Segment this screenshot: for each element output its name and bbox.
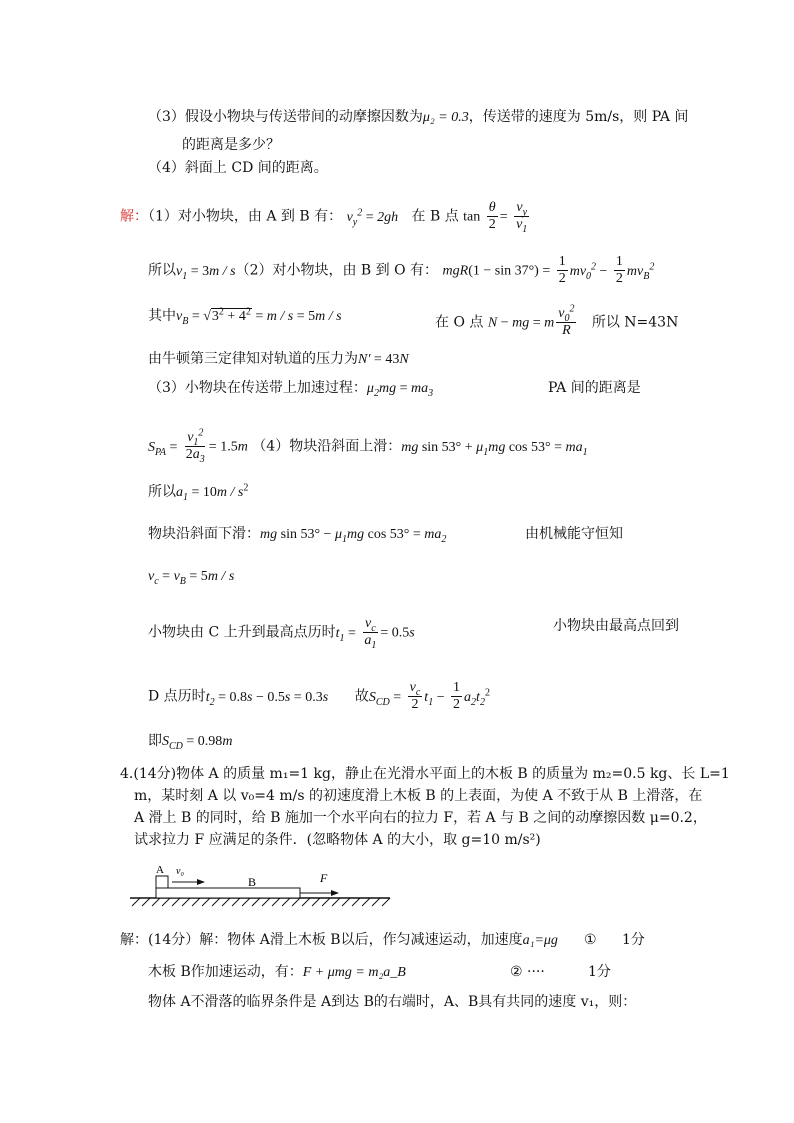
solution-line-3: 其中$v_B = √3^2 + 4^2 = m / s = 5m / s$ <box>148 306 342 327</box>
solution-line-6: $S_{PA}$ = $\frac{v_1^2}{2a_3}$ = 1.5m （4）物块沿斜面上滑：mg $\sin 53^\circ + \mu_1mg$ $\cos 53^\circ = ma_1$ <box>148 427 588 465</box>
label-v0: v₀ <box>176 866 184 877</box>
q3-line-1: （3）假设小物块与传送带间的动摩擦因数为μ₂ = 0.3，传送带的速度为 5m/s，则 PA 间 <box>148 109 689 125</box>
solution-line-5: （3）小物块在传送带上加速过程：$\mu_2mg = ma_3$ <box>148 380 434 399</box>
solution-line-7: 所以$a_1 = 10m / s^2$ <box>148 482 249 503</box>
label-f: F <box>320 871 328 885</box>
answer-line-3: 物体 A不滑落的临界条件是 A到达 B的右端时，A、B具有共同的速度 v₁，则： <box>148 994 637 1010</box>
q3-line-2: 的距离是多少？ <box>182 137 280 153</box>
eq-vy2: $v_y^2 = 2gh$ <box>346 206 399 228</box>
label-b: B <box>248 875 257 889</box>
solution-line-4: 由牛顿第三定律知对轨道的压力为N′ = 43N <box>148 351 409 367</box>
solution-line-3b: 在 O 点 N − mg = m $\frac{v_0^2}{R}$ 所以 N=43N <box>435 303 679 338</box>
problem4-line-2: m，某时刻 A 以 v₀=4 m/s 的初速度滑上木板 B 的上表面，为使 A 不致于从 B 上滑落，在 <box>134 788 703 804</box>
solution-line-10: 小物块由 C 上升到最高点历时$t_1$ = $\frac{v_c}{a_1}$ = 0.5s <box>148 616 415 651</box>
solution-line-2: 所以$v_1 = 3m / s(2)$对小物块，由 B 到 O 有： mgR(1 − sin 37°) = $\frac{1}{2}$ $mv_0^2$ − $\frac{1}{2}$ $mv_B^2$ <box>148 254 655 286</box>
answer-line-1-mark: ① <box>584 932 597 948</box>
block-a <box>156 876 168 888</box>
answer-line-1-score: 1分 <box>622 932 645 948</box>
answer-line-2: 木板 B作加速运动，有：F + μmg = m₂a_B <box>148 964 406 980</box>
solution-line-9: $v_c = v_B = 5m / s$ <box>148 569 235 587</box>
answer-line-2-score: 1分 <box>588 964 611 980</box>
solution-line-11: D 点历时$t_2 = 0.8s - 0.5s = 0.3s$ 故$S_{CD}$ = $\frac{v_c}{2}$ $t_1$ − $\frac{1}{2}$ $a_2t_2^2$ <box>148 680 490 712</box>
board-b <box>156 888 300 898</box>
solution-line-5b: PA 间的距离是 <box>548 380 641 396</box>
label-a: A <box>156 864 164 876</box>
answer-line-2-mark: ② ···· <box>510 964 545 980</box>
problem4-line-1: 4.(14分)物体 A 的质量 m₁=1 kg，静止在光滑水平面上的木板 B 的质量为 m₂=0.5 kg、长 L=1 <box>120 766 730 782</box>
q3-mu: μ₂ = 0.3 <box>422 110 469 125</box>
solution-line-12: 即$S_{CD} = 0.98m$ <box>148 733 233 752</box>
solution-line-8: 物块沿斜面下滑：mg $\sin 53^\circ - \mu_1mg$ $\cos 53^\circ = ma_2$ <box>148 526 447 545</box>
q4-line: （4）斜面上 CD 间的距离。 <box>148 160 328 176</box>
ground-hatch <box>132 898 390 906</box>
problem4-line-4: 试求拉力 F 应满足的条件．(忽略物体 A 的大小，取 g=10 m/s²) <box>134 832 541 848</box>
problem4-line-3: A 滑上 B 的同时，给 B 施加一个水平向右的拉力 F，若 A 与 B 之间的动摩擦因数 μ=0.2， <box>134 810 707 826</box>
solution-line-8b: 由机械能守恒知 <box>525 526 623 542</box>
solution-label: 解 <box>120 208 134 225</box>
answer-line-1: 解：(14分）解：物体 A滑上木板 B以后，作匀减速运动，加速度a₁=μg <box>120 932 558 948</box>
solution-line-10b: 小物块由最高点回到 <box>553 618 679 634</box>
solution-line-1: 解：（1）对小物块，由 A 到 B 有： $v_y^2 = 2gh$ 在 B 点 tan $\frac{\theta}{2}$ = $\frac{v_y}{v_1}$ <box>120 200 528 235</box>
problem4-diagram <box>120 858 400 912</box>
